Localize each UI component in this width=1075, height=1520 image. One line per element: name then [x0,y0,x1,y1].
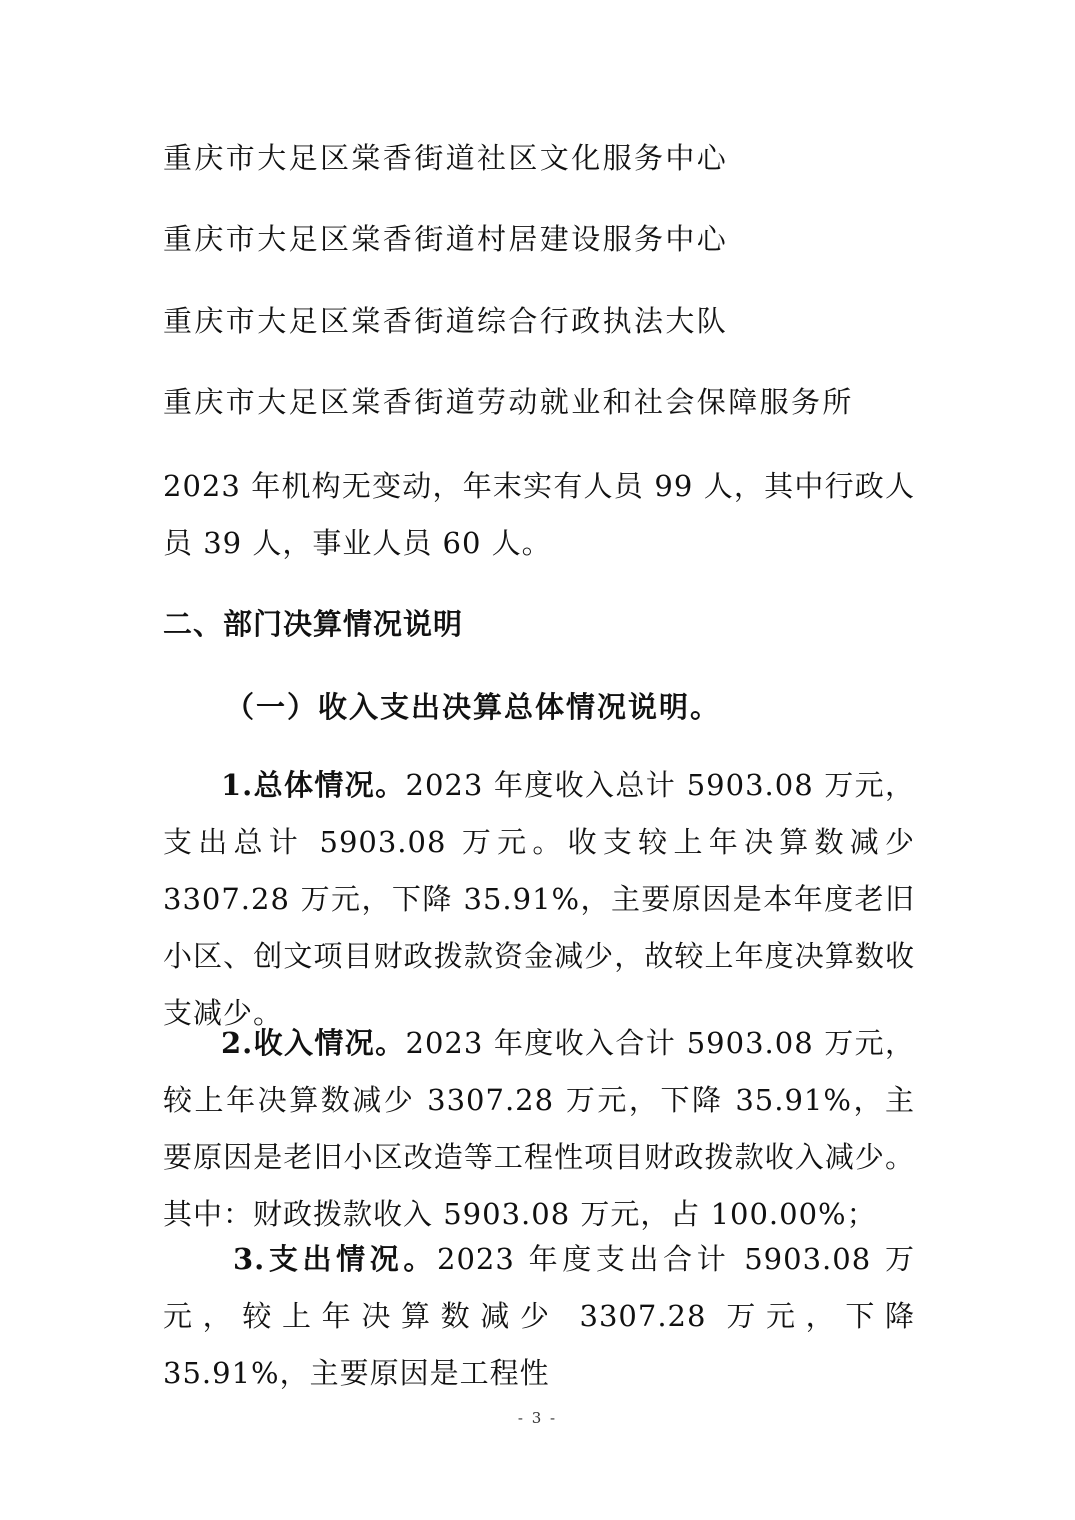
item-overall-text: 2023 年度收入总计 5903.08 万元，支出总计 5903.08 万元。收支较上年决算数减少 3307.28 万元，下降 35.91%，主要原因是本年度老旧小区、创文项目财政拨款资金减少，故较上年度决算数收支减少。 [163,768,915,1030]
subsection-heading: （一）收入支出决算总体情况说明。 [225,690,722,724]
item-expense-paragraph [163,1231,915,1402]
item-income-label: 2.收入情况。 [221,1026,406,1060]
item-expense-label: 3.支出情况。 [233,1242,438,1276]
staff-paragraph: 2023 年机构无变动，年末实有人员 99 人，其中行政人员 39 人，事业人员 60 人。 [163,469,915,560]
unit-line-3: 重庆市大足区棠香街道综合行政执法大队 [163,304,729,338]
section-heading: 二、部门决算情况说明 [163,607,464,641]
page-number: - 3 - [517,1409,558,1427]
unit-line-1: 重庆市大足区棠香街道社区文化服务中心 [163,141,729,175]
item-overall-label: 1.总体情况。 [221,768,406,802]
item-income-paragraph [163,1015,915,1243]
item-income-text: 2023 年度收入合计 5903.08 万元，较上年决算数减少 3307.28 万元，下降 35.91%，主要原因是老旧小区改造等工程性项目财政拨款收入减少。其中：财政拨款收入 5903.08 万元，占 100.00%； [163,1026,915,1231]
unit-line-4: 重庆市大足区棠香街道劳动就业和社会保障服务所 [163,385,854,419]
item-overall-paragraph [163,757,915,1042]
unit-line-2: 重庆市大足区棠香街道村居建设服务中心 [163,222,729,256]
item-expense-text: 2023 年度支出合计 5903.08 万元，较上年决算数减少 3307.28 万元，下降 35.91%，主要原因是工程性 [163,1242,915,1390]
